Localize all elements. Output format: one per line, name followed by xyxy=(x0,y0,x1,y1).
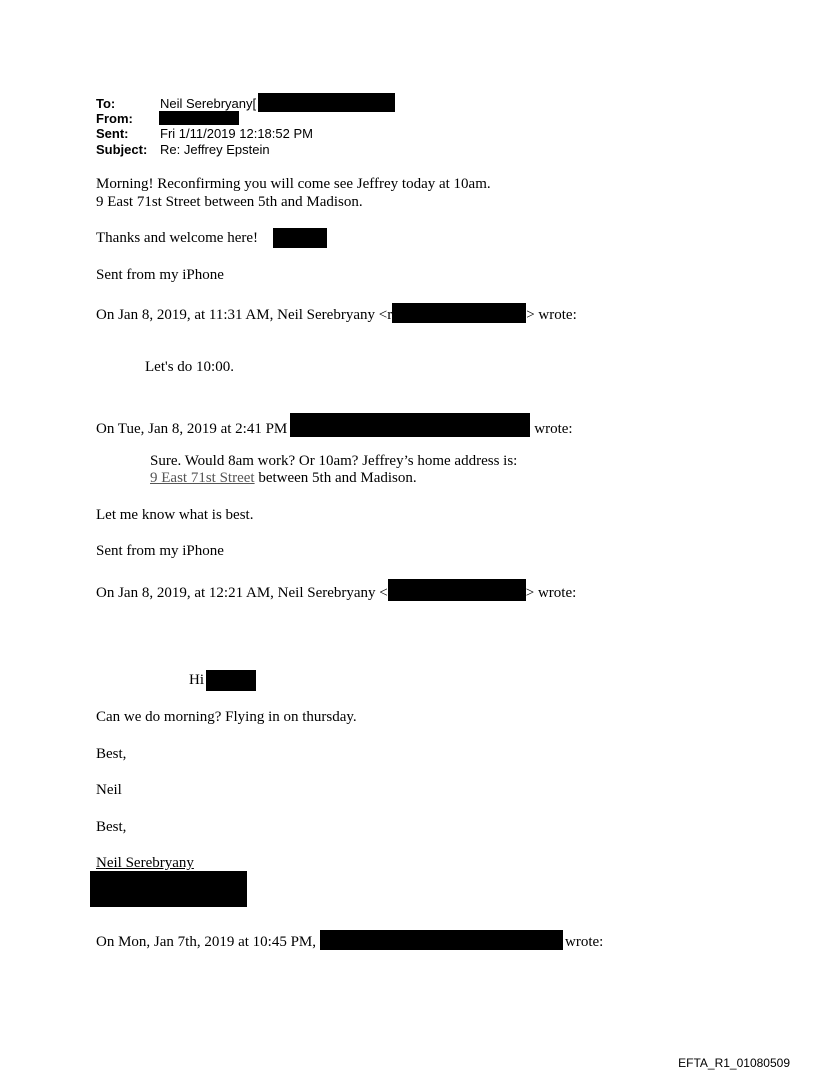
address-link[interactable]: 9 East 71st Street xyxy=(150,470,255,486)
quote-4-line xyxy=(96,930,603,951)
hi-line: Hi xyxy=(189,672,204,688)
can-we-line: Can we do morning? Flying in on thursday. xyxy=(96,709,357,725)
to-label: To: xyxy=(96,96,116,111)
quote-3-line xyxy=(96,579,576,602)
quote-2-suffix: wrote: xyxy=(534,421,573,437)
let-me-know-line: Let me know what is best. xyxy=(96,507,254,523)
quote-1-stub: r xyxy=(387,307,393,323)
sure-line: Sure. Would 8am work? Or 10am? Jeffrey’s home address is: xyxy=(150,453,518,469)
quote-1-line xyxy=(96,303,577,324)
sent-from-iphone-1: Sent from my iPhone xyxy=(96,267,224,283)
subject-label: Subject: xyxy=(96,142,148,157)
redaction-sender-name xyxy=(273,228,327,248)
quote-3-prefix: On Jan 8, 2019, at 12:21 AM, Neil Serebryany < xyxy=(96,585,388,601)
redaction-quote-1-email xyxy=(392,303,526,323)
address-line xyxy=(150,469,417,487)
redaction-quote-3-email xyxy=(388,579,526,601)
neil-line: Neil xyxy=(96,782,122,798)
thanks-line: Thanks and welcome here! xyxy=(96,230,259,246)
redaction-to-email xyxy=(258,93,395,112)
quote-1-suffix: > wrote: xyxy=(526,307,577,323)
subject-value: Re: Jeffrey Epstein xyxy=(160,142,270,157)
sent-from-iphone-2: Sent from my iPhone xyxy=(96,543,224,559)
redaction-hi-name xyxy=(206,670,256,691)
quote-4-prefix: On Mon, Jan 7th, 2019 at 10:45 PM, xyxy=(96,934,317,950)
redaction-quote-2-sender xyxy=(290,413,530,437)
from-label: From: xyxy=(96,111,133,126)
quote-2-line xyxy=(96,413,573,438)
lets-do-line: Let's do 10:00. xyxy=(145,359,234,375)
redaction-from xyxy=(159,111,239,125)
body-line-1: Morning! Reconfirming you will come see Jeffrey today at 10am. xyxy=(96,176,491,192)
redaction-signature-contact xyxy=(90,871,247,907)
quote-1-prefix: On Jan 8, 2019, at 11:31 AM, Neil Serebryany < xyxy=(96,307,388,323)
sent-value: Fri 1/11/2019 12:18:52 PM xyxy=(160,126,313,141)
quote-3-suffix: > wrote: xyxy=(525,585,577,601)
best-line-2: Best, xyxy=(96,819,127,835)
to-value: Neil Serebryany[ xyxy=(160,96,257,111)
body-line-2: 9 East 71st Street between 5th and Madison. xyxy=(96,194,363,210)
signature-name: Neil Serebryany xyxy=(96,855,194,871)
quote-4-suffix: wrote: xyxy=(565,934,604,950)
sent-label: Sent: xyxy=(96,126,129,141)
redaction-quote-4-sender xyxy=(320,930,563,950)
quote-2-prefix: On Tue, Jan 8, 2019 at 2:41 PM xyxy=(96,421,288,437)
address-rest: between 5th and Madison. xyxy=(254,470,417,486)
best-line-1: Best, xyxy=(96,746,127,762)
document-id: EFTA_R1_01080509 xyxy=(678,1056,790,1070)
